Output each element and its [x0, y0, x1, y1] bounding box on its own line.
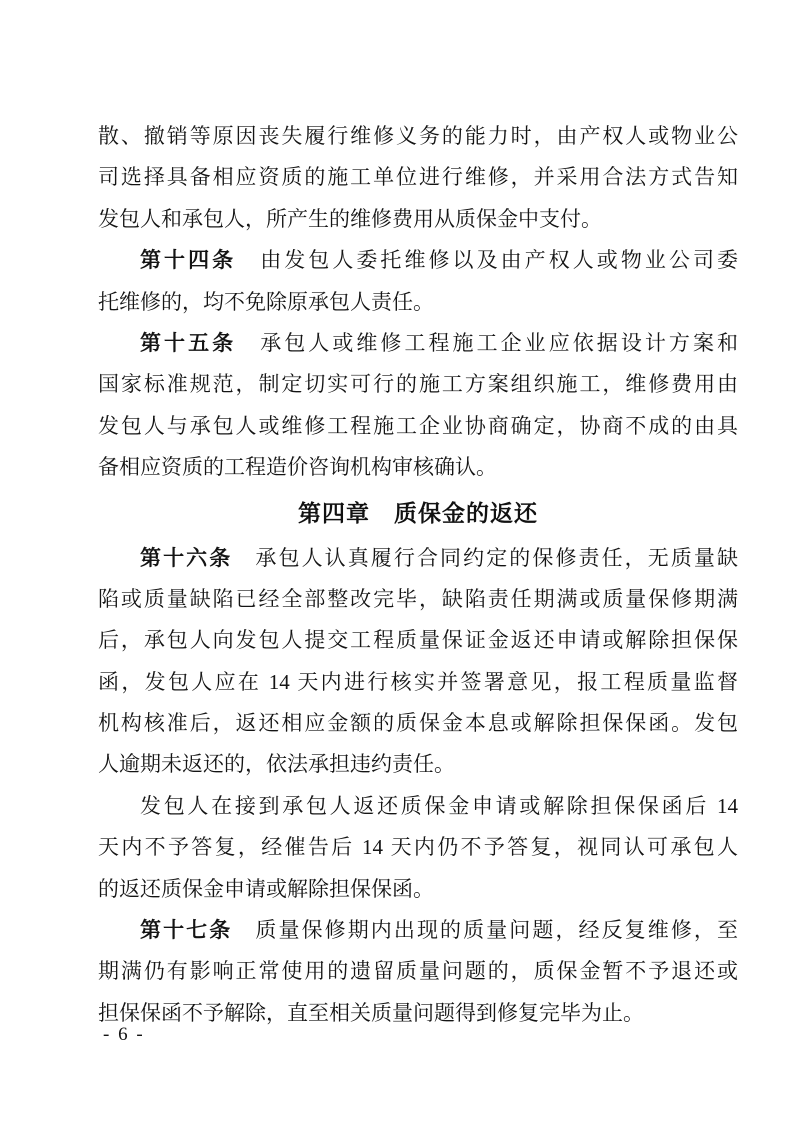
paragraph-line	[98, 538, 738, 579]
article-14-text: 由发包人委托维修以及由产权人或物业公司委	[236, 248, 739, 273]
chapter-heading: 第四章 质保金的返还	[298, 499, 538, 526]
article-17-term: 第十七条	[140, 918, 233, 943]
paragraph-line: 托维修的，均不免除原承包人责任。	[98, 289, 434, 314]
paragraph-line: 后，承包人向发包人提交工程质量保证金返还申请或解除担保保	[98, 628, 738, 653]
document-body	[98, 116, 738, 1034]
paragraph-line	[98, 910, 738, 951]
paragraph-line: 发包人与承包人或维修工程施工企业协商确定，协商不成的由具	[98, 413, 738, 438]
paragraph-line: 函，发包人应在 14 天内进行核实并签署意见，报工程质量监督	[98, 669, 738, 694]
paragraph-line: 陷或质量缺陷已经全部整改完毕，缺陷责任期满或质量保修期满	[98, 586, 738, 611]
paragraph-line: 发包人在接到承包人返还质保金申请或解除担保保函后 14	[140, 793, 738, 818]
paragraph-line: 机构核准后，返还相应金额的质保金本息或解除担保保函。发包	[98, 711, 738, 736]
paragraph-line	[98, 240, 738, 281]
paragraph-line: 期满仍有影响正常使用的遗留质量问题的，质保金暂不予退还或	[98, 959, 738, 984]
paragraph-line: 国家标准规范，制定切实可行的施工方案组织施工，维修费用由	[98, 372, 738, 397]
paragraph-line: 发包人和承包人，所产生的维修费用从质保金中支付。	[98, 206, 602, 231]
page-number: - 6 -	[103, 1024, 145, 1045]
paragraph-line: 人逾期未返还的，依法承担违约责任。	[98, 752, 455, 777]
article-15-term: 第十五条	[140, 330, 237, 355]
article-15-text: 承包人或维修工程施工企业应依据设计方案和	[236, 330, 739, 355]
paragraph-line: 散、撤销等原因丧失履行维修义务的能力时，由产权人或物业公	[98, 124, 738, 148]
paragraph-line: 备相应资质的工程造价咨询机构审核确认。	[98, 455, 497, 480]
article-16-text: 承包人认真履行合同约定的保修责任，无质量缺	[232, 545, 739, 570]
paragraph-line	[98, 323, 738, 364]
paragraph-line: 的返还质保金申请或解除担保保函。	[98, 876, 434, 901]
paragraph-line: 司选择具备相应资质的施工单位进行维修，并采用合法方式告知	[98, 165, 738, 190]
article-17-text: 质量保修期内出现的质量问题，经反复维修，至	[232, 918, 739, 943]
paragraph-line: 天内不予答复，经催告后 14 天内仍不予答复，视同认可承包人	[98, 835, 738, 860]
article-14-term: 第十四条	[140, 248, 237, 273]
article-16-term: 第十六条	[140, 545, 233, 570]
paragraph-line: 担保保函不予解除，直至相关质量问题得到修复完毕为止。	[98, 1000, 644, 1025]
